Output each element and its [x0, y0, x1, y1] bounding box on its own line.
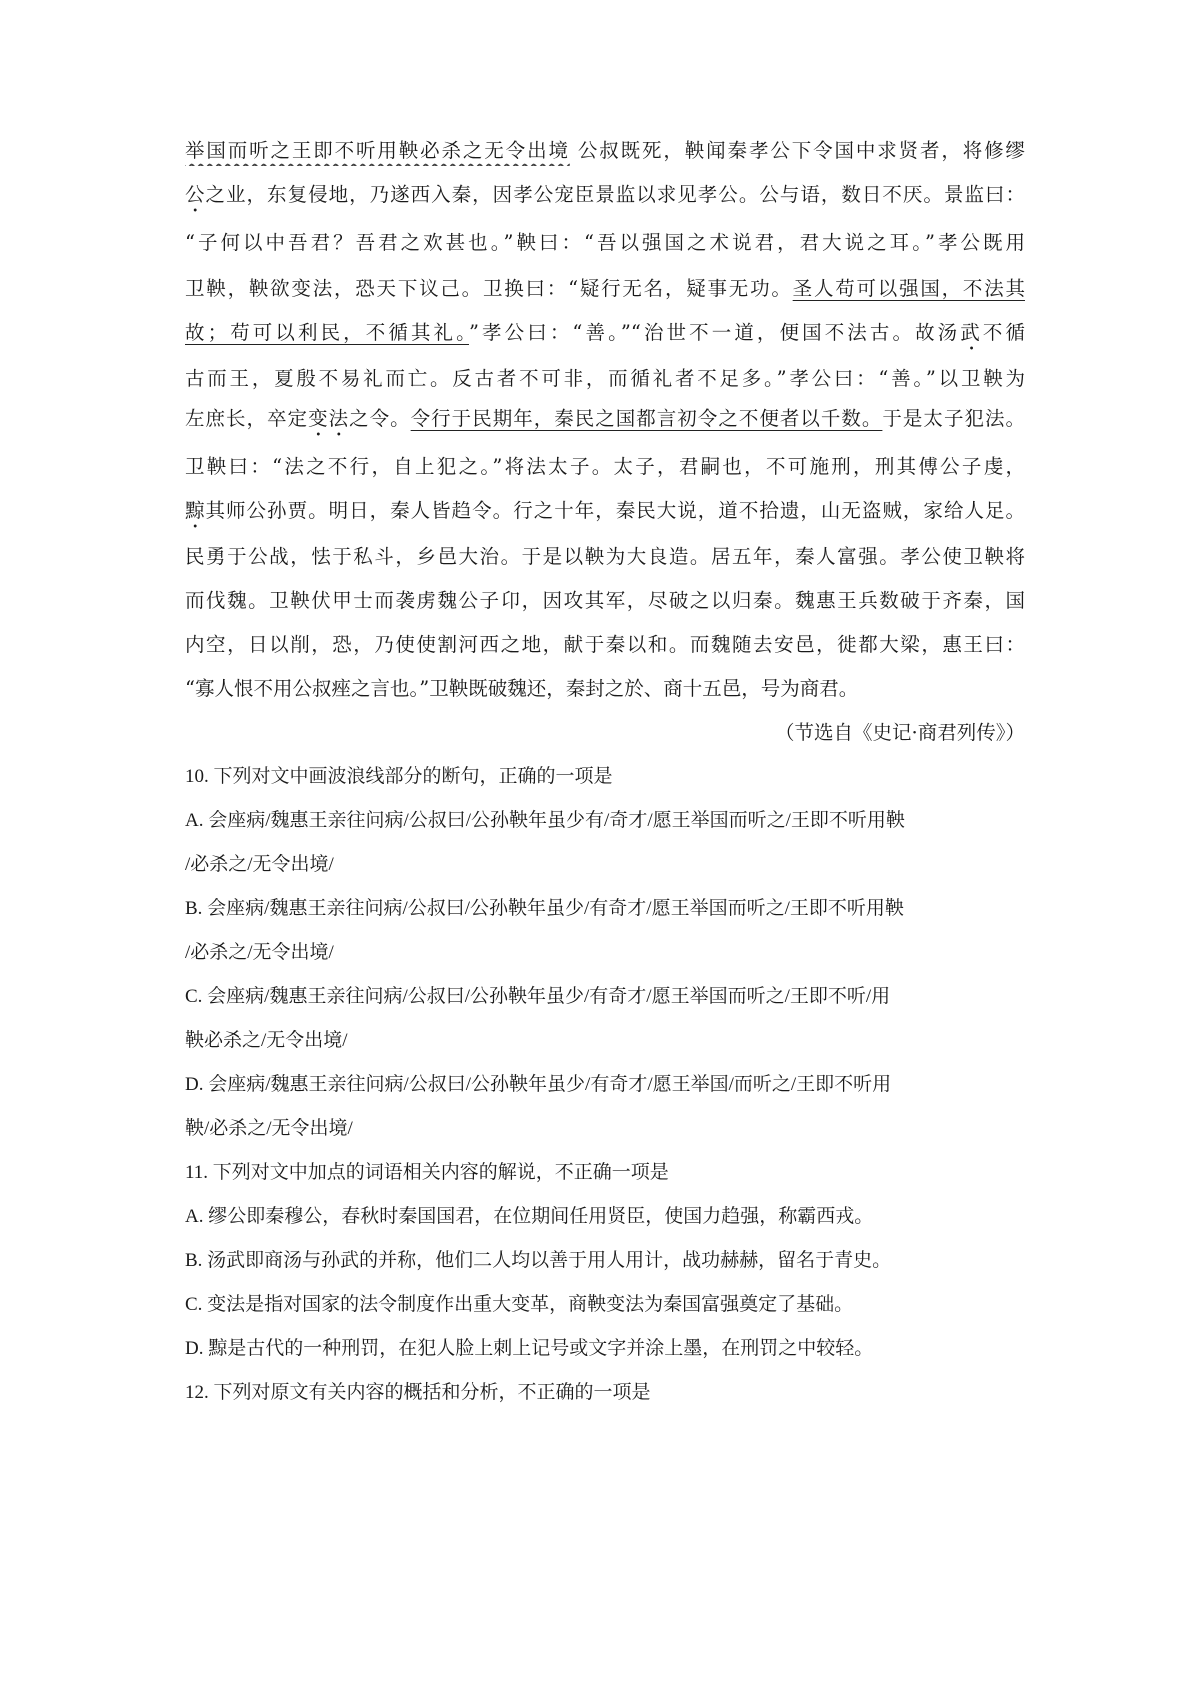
question-11-stem: 11. 下列对文中加点的词语相关内容的解说，不正确一项是 [185, 1162, 669, 1183]
passage-line: 举国而听之王即不听用鞅必杀之无令出境 公叔既死，鞅闻秦孝公下令国中求贤者，将修缪 [185, 139, 1025, 162]
question-11-option-c: C. 变法是指对国家的法令制度作出重大变革，商鞅变法为秦国富强奠定了基础。 [185, 1294, 854, 1315]
question-10-option-c-cont: 鞅必杀之/无令出境/ [185, 1030, 348, 1051]
dotted-term: 黥 [185, 499, 206, 522]
passage-line: 公之业，东复侵地，乃遂西入秦，因孝公宠臣景监以求见孝公。公与语，数日不厌。景监曰： [185, 183, 1025, 206]
question-11-option-d: D. 黥是古代的一种刑罚，在犯人脸上刺上记号或文字并涂上墨，在刑罚之中较轻。 [185, 1338, 874, 1359]
passage-line: 民勇于公战，怯于私斗，乡邑大治。于是以鞅为大良造。居五年，秦人富强。孝公使卫鞅将 [185, 545, 1025, 568]
question-10-stem: 10. 下列对文中画波浪线部分的断句，正确的一项是 [185, 766, 613, 787]
question-10-option-d-cont: 鞅/必杀之/无令出境/ [185, 1118, 353, 1139]
question-11-option-b: B. 汤武即商汤与孙武的并称，他们二人均以善于用人用计，战功赫赫，留名于青史。 [185, 1250, 892, 1271]
question-10-option-d: D. 会座病/魏惠王亲往问病/公叔曰/公孙鞅年虽少/有奇才/愿王举国/而听之/王即不听用 [185, 1074, 892, 1095]
passage-line: “寡人恨不用公叔痤之言也。”卫鞅既破魏还，秦封之於、商十五邑，号为商君。 [185, 677, 859, 700]
passage-line: 古而王，夏殷不易礼而亡。反古者不可非，而循礼者不足多。”孝公曰：“善。”以卫鞅为 [185, 367, 1025, 390]
question-10-option-a-cont: /必杀之/无令出境/ [185, 854, 334, 875]
question-10-option-c: C. 会座病/魏惠王亲往问病/公叔曰/公孙鞅年虽少/有奇才/愿王举国而听之/王即不听/用 [185, 986, 891, 1007]
passage-line: 内空，日以削，恐，乃使使割河西之地，献于秦以和。而魏随去安邑，徙都大梁，惠王曰： [185, 633, 1025, 656]
question-10-option-b-cont: /必杀之/无令出境/ [185, 942, 334, 963]
underlined-sentence: 故；苟可以利民，不循其礼。 [185, 321, 469, 344]
question-10-option-b: B. 会座病/魏惠王亲往问病/公叔曰/公孙鞅年虽少/有奇才/愿王举国而听之/王即不听用鞅 [185, 898, 904, 919]
underlined-sentence: 圣人苟可以强国，不法其 [792, 277, 1025, 300]
passage-line: 而伐魏。卫鞅伏甲士而袭虏魏公子卬，因攻其军，尽破之以归秦。魏惠王兵数破于齐秦，国 [185, 589, 1025, 612]
passage-line: 卫鞅曰：“法之不行，自上犯之。”将法太子。太子，君嗣也，不可施刑，刑其傅公子虔， [185, 455, 1025, 478]
underlined-sentence: 令行于民期年，秦民之国都言初令之不便者以千数。 [410, 407, 883, 430]
wavy-underlined-text: 举国而听之王即不听用鞅必杀之无令出境 [185, 139, 570, 162]
question-12-stem: 12. 下列对原文有关内容的概括和分析，不正确的一项是 [185, 1382, 651, 1403]
passage-line: 左庶长，卒定变法之令。令行于民期年，秦民之国都言初令之不便者以千数。于是太子犯法。 [185, 407, 1025, 430]
question-11-option-a: A. 缪公即秦穆公，春秋时秦国国君，在位期间任用贤臣，使国力趋强，称霸西戎。 [185, 1206, 874, 1227]
dotted-term: 公 [185, 183, 206, 206]
dotted-term: 武 [960, 321, 983, 344]
passage-line: 故；苟可以利民，不循其礼。”孝公曰：“善。”“治世不一道，便国不法古。故汤武不循 [185, 321, 1025, 344]
passage-line: “子何以中吾君？吾君之欢甚也。”鞅曰：“吾以强国之术说君，君大说之耳。”孝公既用 [185, 231, 1025, 254]
dotted-term: 变法 [308, 407, 350, 430]
passage-line: 黥其师公孙贾。明日，秦人皆趋令。行之十年，秦民大说，道不拾遗，山无盗贼，家给人足。 [185, 499, 1025, 522]
passage-source: （节选自《史记·商君列传》） [775, 721, 1025, 744]
question-10-option-a: A. 会座病/魏惠王亲往问病/公叔曰/公孙鞅年虽少有/奇才/愿王举国而听之/王即不听用鞅 [185, 810, 905, 831]
passage-line: 卫鞅，鞅欲变法，恐天下议己。卫换曰：“疑行无名，疑事无功。圣人苟可以强国，不法其 [185, 277, 1025, 300]
